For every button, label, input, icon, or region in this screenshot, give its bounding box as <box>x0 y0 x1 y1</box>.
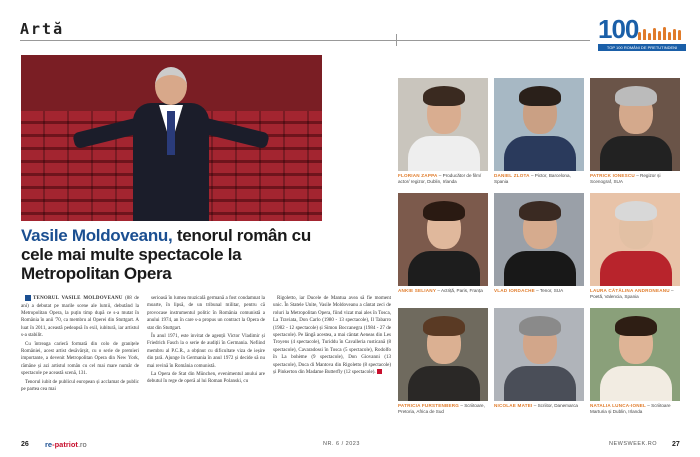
brand-left <box>45 440 87 449</box>
person-description: – Scriitoare Marturia și Dublin, Irlanda <box>590 403 671 414</box>
headline-name: Vasile Moldoveanu, <box>21 226 173 245</box>
person-photo <box>398 193 488 286</box>
person-photo <box>398 78 488 171</box>
person-card <box>590 308 680 415</box>
article-end-marker <box>377 369 382 374</box>
hero-photo <box>21 55 322 221</box>
person-card <box>494 193 584 294</box>
person-photo <box>494 308 584 401</box>
top100-logo <box>598 14 686 54</box>
person-card <box>494 78 584 185</box>
page-number-left: 26 <box>21 441 29 448</box>
person-name: VLAD IORDACHE <box>494 288 535 293</box>
person-name: LAURA CĂTĂLINA ANDRONEANU <box>590 288 670 293</box>
person-description: – Pictor, Barcelona, Spania <box>494 173 571 184</box>
person-description: – Regizor și Scenograf, SUA <box>590 173 661 184</box>
person-photo <box>590 308 680 401</box>
paragraph: Tenorul iubit de publicul european și acclamat de public pe partea cea mai <box>21 379 139 393</box>
person-name: DANIEL ZLOTA <box>494 173 530 178</box>
article-column-1 <box>21 295 139 427</box>
person-card <box>590 193 680 300</box>
top100-logo-tagline: TOP 100 ROMÂNI DE PRETUTINDENI <box>598 44 686 51</box>
paragraph: Cu întreaga carieră formată din colo de granițele României, acest artist desăvârșit, cu o serie de premieri importante, a devenit Metropolitan Opera din New York, rămâne și azi artistul român cu cel mai mare număr de spectacole pe această scenă, 131. <box>21 341 139 377</box>
top100-logo-number: 100 <box>598 14 639 44</box>
issue-number: NR. 6 / 2023 <box>323 441 360 447</box>
paragraph: serioasă în lumea muzicală germană a fost condamnat la moarte, în lipsă, de un tribunal militar, pentru că provocase instrumentul politic în România comunistă a anului 1974, an în care s-a propus un contract la Opera de stat din Stuttgart. <box>147 296 265 331</box>
person-name: PATRICK IONESCU <box>590 173 635 178</box>
person-card <box>590 78 680 185</box>
people-icon <box>638 24 686 40</box>
page-number-right: 27 <box>672 441 680 448</box>
tenor-figure <box>121 67 221 221</box>
paragraph: (88 de ani) a debutat pe marile scene ale lumii, debutând la Metropolitan Opera, la puțin timp după ce s-a mutat în România în anii '70, ca membru al Operei din Stuttgart. A luat în 2011, această pedeapsă în exil, iubitură, iar artistul s-a stabilit. <box>21 296 139 339</box>
article-body <box>21 295 395 427</box>
brand-right: NEWSWEEK.RO <box>609 441 657 447</box>
paragraph: Rigoletto, iar Ducele de Mantua avea să fie moment unic. În Statele Unite, Vasile Moldoveanu a cântat zeci de roluri la Metropolitan Opera, fiind vizat mai ales în Tosca, La Traviata, Don Carlo (1980 - 13 spectacole), Il Tabarro (1982 - 12 spectacole) și Simon Boccanegra (1984 - 27 de spectacole). Pe lângă acestea, a mai cântat Aeneas din Les Troyens (4 spectacole), Turiddu în Cavalleria rusticană (8 spectacole), Cavaradossi în Tosca (5 spectacole), Rodolfo în La bohème (9 spectacole), Don Giovanni (13 spectacole), Duca di Mantova din Rigoletto (8 spectacole) și Pinkerton din Madame Butterfly (12 spectacole). <box>273 296 391 376</box>
person-description: – Producător de film/ actor/ regizor, Dublin, Irlanda <box>398 173 482 184</box>
paragraph: La Opera de Stat din München, evenimentul anului are debutul în rege de operă al lui Roman Polanski, cu <box>147 372 265 385</box>
paragraph: În anul 1971, este invitat de agenții Victor Vladimir și Friedrich Fasch la o serie de audiții în Germania. Nefiind membru al P.C.R., a obținut cu dificultate viza de ieșire din țară. Ajunge în Germania în anul 1972 și decide să nu mai revină în România comunistă. <box>147 334 265 369</box>
person-description: – Scriitoare, Pretoria, Africa de Sud <box>398 403 485 414</box>
article-headline <box>21 226 331 283</box>
brand-left-part: .ro <box>77 440 87 449</box>
person-name: NICOLAE MATEI <box>494 403 533 408</box>
person-name: NATALIA LUNCA-IONEL <box>590 403 647 408</box>
article-column-3 <box>273 295 391 427</box>
person-description: – Poetă, Valencia, Spania <box>590 288 674 299</box>
article-column-2 <box>147 295 265 427</box>
header-divider <box>396 34 397 46</box>
person-photo <box>590 78 680 171</box>
person-description: – Tenor, SUA <box>534 288 564 293</box>
person-photo <box>398 308 488 401</box>
person-name: ANKIE SELIANY <box>398 288 437 293</box>
header-rule <box>20 40 590 41</box>
brand-left-part: -patriot <box>52 440 78 449</box>
person-card <box>494 308 584 409</box>
person-photo <box>494 193 584 286</box>
person-name: FLORIAN ZAPPA <box>398 173 438 178</box>
page-footer <box>0 435 700 457</box>
headline-rest: tenorul român cu cele mai multe spectacole la Metropolitan Opera <box>21 226 311 283</box>
person-description: – Scriitor, Danemarca <box>532 403 578 408</box>
brand-left-part: re <box>45 440 53 449</box>
person-card <box>398 308 488 415</box>
person-card <box>398 78 488 185</box>
person-card <box>398 193 488 294</box>
article-start-marker <box>25 295 31 301</box>
person-name: PATRICIA FURSTENBERG <box>398 403 460 408</box>
person-photo <box>494 78 584 171</box>
article-lead: TENORUL VASILE MOLDOVEANU <box>33 296 123 302</box>
section-title: Artă <box>20 20 65 38</box>
person-photo <box>590 193 680 286</box>
page-header <box>0 0 700 48</box>
person-description: – Actriță, Paris, Franța <box>436 288 483 293</box>
